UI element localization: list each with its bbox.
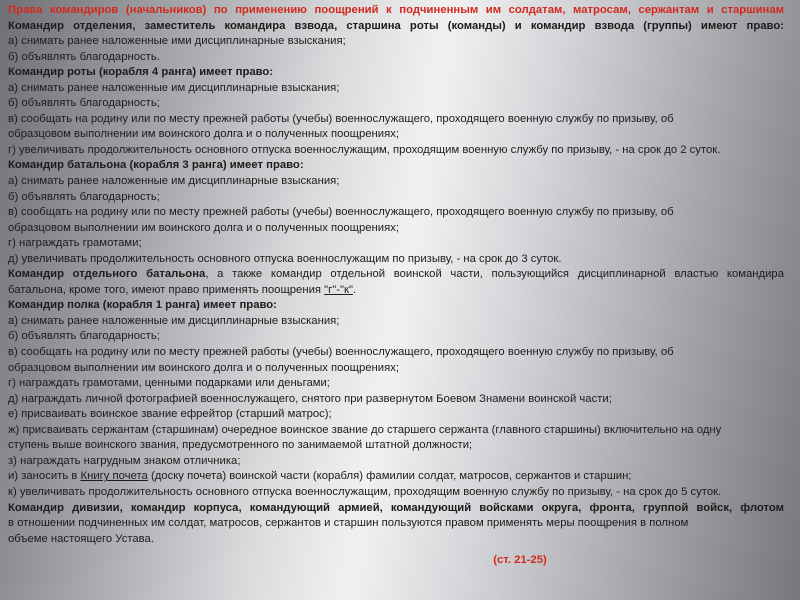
list-item: образцовом выполнении им воинского долга и о полученных поощрениях;: [8, 128, 399, 141]
section-heading: Командир дивизии, командир корпуса, командующий армией, командующий войсками округа, фронта, группой войск, флотом: [8, 501, 784, 514]
section-heading: Командир батальона (корабля 3 ранга) имеет право:: [8, 159, 304, 172]
list-item: д) увеличивать продолжительность основного отпуска военнослужащим по призыву, - на срок до 3 суток.: [8, 252, 562, 265]
paragraph-text: , а также командир отдельной воинской части, пользующийся дисциплинарной властью командира: [205, 268, 784, 281]
article-reference: (ст. 21-25): [493, 554, 547, 567]
list-item-text: (доску почета) воинской части (корабля) фамилии солдат, матросов, сержантов и старшин;: [147, 470, 632, 483]
section-heading: Командир отделения, заместитель командира взвода, старшина роты (команды) и командир взвода (группы) имеют право:: [8, 19, 784, 32]
honor-book-link[interactable]: Книгу почета: [80, 470, 148, 483]
list-item: а) снимать ранее наложенные им дисциплинарные взыскания;: [8, 314, 340, 327]
slide-title: Права командиров (начальников) по применению поощрений к подчиненным им солдатам, матросам, сержантам и старшинам: [8, 4, 784, 16]
paragraph-line: [8, 267, 784, 283]
list-item: г) награждать грамотами;: [8, 237, 142, 250]
slide-content: [8, 3, 784, 569]
list-item-text: и) заносить в: [8, 470, 81, 483]
section-heading: Командир отдельного батальона: [8, 268, 206, 281]
reference-link[interactable]: "г"-"к": [324, 283, 354, 296]
list-item: а) снимать ранее наложенные ими дисциплинарные взыскания;: [8, 35, 346, 48]
list-item: е) присваивать воинское звание ефрейтор (старший матрос);: [8, 408, 332, 421]
paragraph-text: батальона, кроме того, имеют право применять поощрения: [8, 283, 325, 296]
list-item: ступень выше воинского звания, предусмотренного по занимаемой штатной должности;: [8, 439, 473, 452]
paragraph-line: [8, 283, 784, 299]
list-item: образцовом выполнении им воинского долга и о полученных поощрениях;: [8, 361, 399, 374]
section-heading: Командир роты (корабля 4 ранга) имеет право:: [8, 66, 274, 79]
paragraph-text: .: [353, 283, 357, 296]
list-item: а) снимать ранее наложенные им дисциплинарные взыскания;: [8, 175, 340, 188]
list-item: к) увеличивать продолжительность основного отпуска военнослужащим, проходящим военную службу по призыву, - на срок до 5 суток.: [8, 485, 722, 498]
paragraph-line: в отношении подчиненных им солдат, матросов, сержантов и старшин пользуются правом применять меры поощрения в полном: [8, 517, 689, 530]
list-item: в) сообщать на родину или по месту прежней работы (учебы) военнослужащего, проходящего военную службу по призыву, об: [8, 206, 674, 219]
list-item: б) объявлять благодарность;: [8, 190, 160, 203]
list-item: б) объявлять благодарность.: [8, 50, 160, 63]
list-item: г) награждать грамотами, ценными подарками или деньгами;: [8, 377, 330, 390]
list-item: в) сообщать на родину или по месту прежней работы (учебы) военнослужащего, проходящего военную службу по призыву, об: [8, 346, 674, 359]
paragraph-line: объеме настоящего Устава.: [8, 532, 154, 545]
list-item: а) снимать ранее наложенные им дисциплинарные взыскания;: [8, 81, 340, 94]
list-item: [8, 469, 784, 485]
list-item: з) награждать нагрудным знаком отличника;: [8, 454, 241, 467]
list-item: ж) присваивать сержантам (старшинам) очередное воинское звание до старшего сержанта (главного старшины) включительно на одну: [8, 423, 722, 436]
list-item: г) увеличивать продолжительность основного отпуска военнослужащим, проходящим военную службу по призыву, - на срок до 2 суток.: [8, 143, 721, 156]
list-item: в) сообщать на родину или по месту прежней работы (учебы) военнослужащего, проходящего военную службу по призыву, об: [8, 112, 674, 125]
list-item: д) награждать личной фотографией военнослужащего, снятого при развернутом Боевом Знамени воинской части;: [8, 392, 612, 405]
list-item: образцовом выполнении им воинского долга и о полученных поощрениях;: [8, 221, 399, 234]
list-item: б) объявлять благодарность;: [8, 97, 160, 110]
list-item: б) объявлять благодарность;: [8, 330, 160, 343]
section-heading: Командир полка (корабля 1 ранга) имеет право:: [8, 299, 277, 312]
